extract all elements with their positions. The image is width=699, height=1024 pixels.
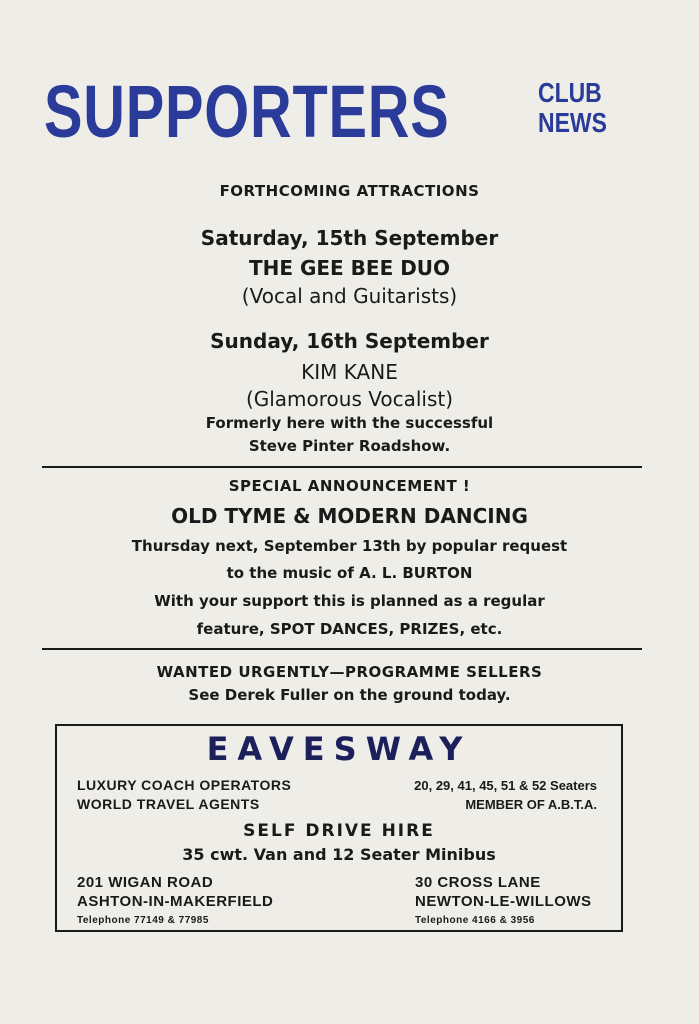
event-1-description: (Vocal and Guitarists) (241, 284, 458, 308)
address-town: ASHTON-IN-MAKERFIELD (77, 893, 274, 910)
masthead-subtitle (538, 78, 607, 138)
advert-service-line: 35 cwt. Van and 12 Seater Minibus (182, 845, 496, 864)
attractions-heading: FORTHCOMING ATTRACTIONS (219, 182, 480, 200)
special-line-4: feature, SPOT DANCES, PRIZES, etc. (196, 620, 503, 638)
advert-left-line-2: WORLD TRAVEL AGENTS (77, 796, 260, 812)
address-street: 201 WIGAN ROAD (77, 874, 214, 891)
address-town: NEWTON-LE-WILLOWS (415, 893, 592, 910)
advert-right-line-1: 20, 29, 41, 45, 51 & 52 Seaters (414, 778, 597, 793)
masthead-club: CLUB (538, 77, 602, 108)
masthead (44, 72, 624, 152)
masthead-news: NEWS (538, 107, 607, 138)
event-2-act: KIM KANE (301, 360, 398, 384)
event-2-date: Sunday, 16th September (210, 329, 489, 353)
advert-address-left (77, 873, 273, 930)
masthead-title: SUPPORTERS (44, 70, 450, 153)
advert-address-right (415, 873, 592, 930)
advert-service-title: SELF DRIVE HIRE (243, 821, 435, 841)
special-title: OLD TYME & MODERN DANCING (171, 504, 528, 528)
advert-left-line-1: LUXURY COACH OPERATORS (77, 777, 292, 793)
event-1-date: Saturday, 15th September (200, 226, 499, 250)
event-2-note-1: Formerly here with the successful (205, 414, 494, 432)
wanted-line: See Derek Fuller on the ground today. (188, 686, 511, 704)
special-line-3: With your support this is planned as a regular (154, 592, 545, 610)
divider-rule (42, 648, 642, 650)
address-telephone: Telephone 77149 & 77985 (77, 915, 209, 926)
special-label: SPECIAL ANNOUNCEMENT ! (228, 477, 471, 495)
address-street: 30 CROSS LANE (415, 874, 541, 891)
event-2-note-2: Steve Pinter Roadshow. (248, 437, 451, 455)
wanted-title: WANTED URGENTLY—PROGRAMME SELLERS (156, 663, 543, 681)
divider-rule (42, 466, 642, 468)
special-line-2: to the music of A. L. BURTON (226, 564, 473, 582)
address-telephone: Telephone 4166 & 3956 (415, 915, 535, 926)
advert-right-line-2: MEMBER OF A.B.T.A. (465, 797, 597, 812)
advert-company-name: EAVESWAY (206, 730, 472, 768)
eavesway-advert (55, 724, 623, 932)
event-1-act: THE GEE BEE DUO (248, 256, 451, 280)
special-line-1: Thursday next, September 13th by popular request (131, 537, 568, 555)
event-2-description: (Glamorous Vocalist) (245, 387, 454, 411)
